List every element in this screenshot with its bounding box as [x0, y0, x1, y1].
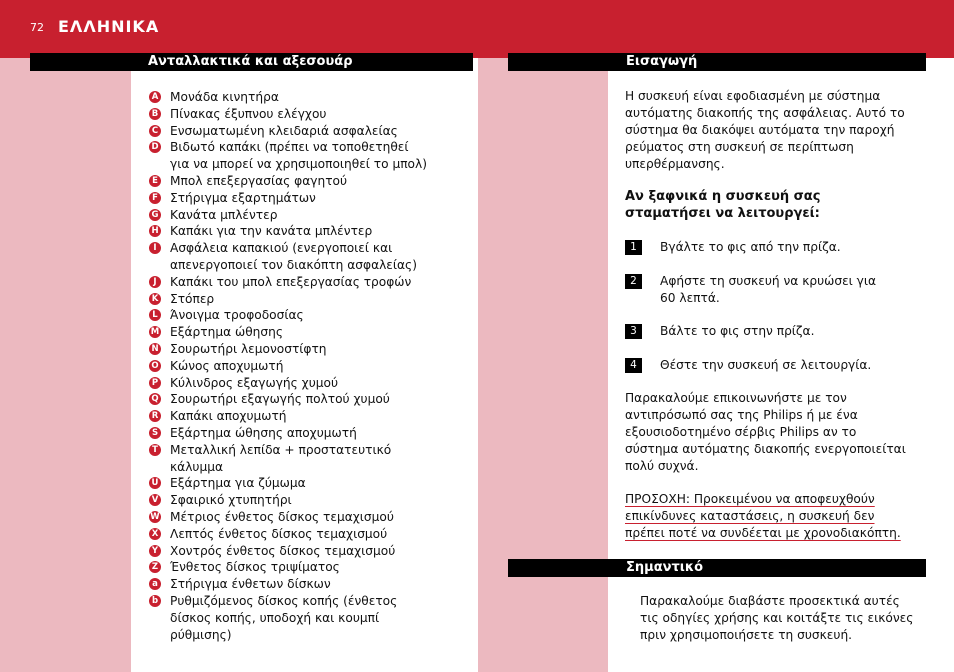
- warning-paragraph: [625, 491, 925, 542]
- part-letter-badge: F: [149, 192, 161, 204]
- part-label: Μπολ επεξεργασίας φαγητού: [170, 173, 348, 188]
- list-item: [149, 274, 469, 291]
- list-item: [149, 240, 469, 274]
- part-letter-badge: T: [149, 444, 161, 456]
- intro-section-header: [508, 53, 926, 71]
- part-label: Εξάρτημα για ζύμωμα: [170, 476, 306, 491]
- part-label: Πίνακας έξυπνου ελέγχου: [170, 106, 327, 121]
- list-item: [149, 559, 469, 576]
- part-letter-badge: R: [149, 410, 161, 422]
- part-label: Μέτριος ένθετος δίσκος τεμαχισμού: [170, 509, 394, 524]
- header-bar: [0, 0, 954, 58]
- language-title: ΕΛΛΗΝΙΚΑ: [58, 17, 160, 36]
- list-item: [149, 106, 469, 123]
- part-letter-badge: D: [149, 141, 161, 153]
- part-letter-badge: G: [149, 209, 161, 221]
- middle-margin-strip: [478, 58, 608, 672]
- list-item: [149, 475, 469, 492]
- part-letter-badge: M: [150, 327, 160, 338]
- part-letter-badge: E: [149, 175, 161, 187]
- list-item: [149, 576, 469, 593]
- part-letter-badge: L: [149, 309, 161, 321]
- warning-line: ΠΡΟΣΟΧΗ: Προκειμένου να αποφευχθούν: [625, 492, 875, 506]
- part-label: Ένθετος δίσκος τριψίματος: [170, 560, 340, 575]
- list-item: [149, 442, 469, 476]
- step-number-badge: 4: [625, 358, 642, 373]
- step-text: Βγάλτε το φις από την πρίζα.: [660, 240, 841, 254]
- part-letter-badge: N: [149, 343, 161, 355]
- list-item: [149, 408, 469, 425]
- list-item: [149, 324, 469, 341]
- part-label: Σουρωτήρι λεμονοστίφτη: [170, 341, 327, 356]
- step-text: Θέστε την συσκευή σε λειτουργία.: [660, 358, 872, 372]
- part-label: Ρυθμιζόμενος δίσκος κοπής (ένθετος δίσκος κοπής, υποδοχή και κουμπί ρύθμισης): [170, 593, 398, 642]
- warning-line: πρέπει ποτέ να συνδέεται με χρονοδιακόπτη.: [625, 526, 901, 540]
- list-item: [149, 89, 469, 106]
- list-item: [149, 425, 469, 442]
- list-item: [149, 526, 469, 543]
- intro-paragraph: Η συσκευή είναι εφοδιασμένη με σύστημα αυτόματης διακοπής της ασφάλειας. Αυτό το σύστημα θα διακόψει αυτόματα την παροχή ρεύματος στη συσκευή σε περίπτωση υπερθέρμανσης.: [625, 89, 905, 171]
- part-label: Ασφάλεια καπακιού (ενεργοποιεί και απενεργοποιεί τον διακόπτη ασφαλείας): [170, 241, 417, 272]
- list-item: [149, 190, 469, 207]
- part-label: Μεταλλική λεπίδα + προστατευτικό κάλυμμα: [170, 442, 392, 474]
- part-letter-badge: W: [150, 511, 160, 522]
- part-label: Άνοιγμα τροφοδοσίας: [170, 308, 304, 323]
- part-letter-badge: a: [149, 578, 161, 590]
- part-label: Βιδωτό καπάκι (πρέπει να τοποθετηθεί για να μπορεί να χρησιμοποιηθεί το μπολ): [170, 140, 427, 172]
- list-item: [149, 173, 469, 190]
- part-letter-badge: H: [149, 225, 161, 237]
- part-letter-badge: Y: [149, 545, 161, 557]
- intro-subheading: Αν ξαφνικά η συσκευή σας σταματήσει να λειτουργεί:: [625, 189, 821, 221]
- part-letter-badge: O: [149, 360, 161, 372]
- part-letter-badge: K: [149, 293, 161, 305]
- part-label: Στήριγμα ένθετων δίσκων: [170, 577, 331, 592]
- part-letter-badge: b: [149, 595, 161, 607]
- step-number-badge: 3: [625, 324, 642, 339]
- list-item: [149, 123, 469, 140]
- part-letter-badge: A: [149, 91, 161, 103]
- intro-title: Εισαγωγή: [626, 54, 698, 69]
- list-item: [149, 341, 469, 358]
- part-label: Εξάρτημα ώθησης αποχυμωτή: [170, 425, 357, 440]
- part-letter-badge: Q: [149, 393, 161, 405]
- part-letter-badge: J: [149, 276, 161, 288]
- part-letter-badge: V: [149, 494, 161, 506]
- part-label: Καπάκι αποχυμωτή: [170, 409, 287, 424]
- list-item: [149, 307, 469, 324]
- list-item: [149, 358, 469, 375]
- list-item: [149, 543, 469, 560]
- part-label: Ενσωματωμένη κλειδαριά ασφαλείας: [170, 123, 398, 138]
- part-letter-badge: U: [149, 477, 161, 489]
- list-item: [149, 509, 469, 526]
- part-letter-badge: X: [149, 528, 161, 540]
- contact-paragraph: Παρακαλούμε επικοινωνήστε με τον αντιπρόσωπό σας της Philips ή με ένα εξουσιοδοτημένο σέρβις Philips αν το σύστημα αυτόματης διακοπής ενεργοποιείται πολύ συχνά.: [625, 391, 906, 473]
- page-number: 72: [30, 21, 44, 34]
- important-paragraph: Παρακαλούμε διαβάστε προσεκτικά αυτές τις οδηγίες χρήσης και κοιτάξτε τις εικόνες πριν χρησιμοποιήσετε τη συσκευή.: [640, 594, 914, 642]
- part-label: Μονάδα κινητήρα: [170, 90, 279, 104]
- part-label: Σουρωτήρι εξαγωγής πολτού χυμού: [170, 392, 390, 407]
- list-item: [149, 391, 469, 408]
- part-letter-badge: C: [149, 125, 161, 137]
- part-letter-badge: P: [149, 377, 161, 389]
- part-letter-badge: I: [149, 242, 161, 254]
- list-item: [149, 375, 469, 392]
- important-section-header: [508, 559, 926, 577]
- list-item: [149, 593, 469, 643]
- part-label: Εξάρτημα ώθησης: [170, 325, 283, 340]
- accessories-section-header: [30, 53, 473, 71]
- part-label: Στήριγμα εξαρτημάτων: [170, 190, 316, 205]
- part-label: Κύλινδρος εξαγωγής χυμού: [170, 375, 339, 390]
- part-letter-badge: B: [149, 108, 161, 120]
- part-label: Κώνος αποχυμωτή: [170, 358, 284, 373]
- step-text: Βάλτε το φις στην πρίζα.: [660, 324, 815, 338]
- part-label: Κανάτα μπλέντερ: [170, 207, 278, 222]
- part-letter-badge: Z: [149, 561, 161, 573]
- list-item: [149, 291, 469, 308]
- parts-list: [149, 89, 469, 643]
- part-label: Καπάκι για την κανάτα μπλέντερ: [170, 224, 373, 239]
- accessories-title: Ανταλλακτικά και αξεσουάρ: [148, 54, 353, 69]
- list-item: [149, 492, 469, 509]
- list-item: [149, 207, 469, 224]
- part-label: Στόπερ: [170, 291, 215, 306]
- part-label: Καπάκι του μπολ επεξεργασίας τροφών: [170, 274, 412, 289]
- part-letter-badge: S: [149, 427, 161, 439]
- important-title: Σημαντικό: [626, 560, 704, 575]
- left-margin-strip: [0, 58, 131, 672]
- step-text: Αφήστε τη συσκευή να κρυώσει για 60 λεπτά.: [660, 274, 877, 305]
- list-item: [149, 223, 469, 240]
- part-label: Σφαιρικό χτυπητήρι: [170, 493, 292, 508]
- part-label: Λεπτός ένθετος δίσκος τεμαχισμού: [170, 526, 388, 541]
- warning-line: επικίνδυνες καταστάσεις, η συσκευή δεν: [625, 509, 875, 523]
- list-item: [149, 139, 469, 173]
- part-label: Χοντρός ένθετος δίσκος τεμαχισμού: [170, 543, 396, 558]
- step-number-badge: 2: [625, 274, 642, 289]
- step-number-badge: 1: [625, 240, 642, 255]
